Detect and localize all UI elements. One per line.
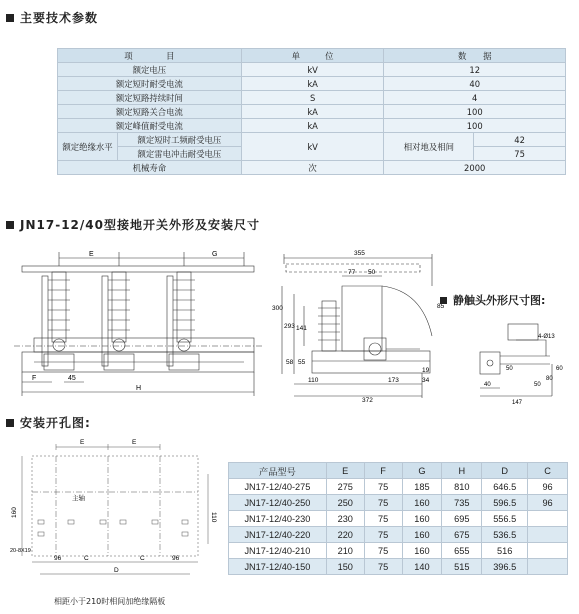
front-view-drawing: [14, 246, 264, 404]
table-row: JN17-12/40-150 150 75 140 515 396.5: [229, 559, 568, 575]
svg-text:293: 293: [284, 323, 295, 330]
static-contact-title: 静触头外形尺寸图:: [440, 292, 545, 308]
table-row: 额定峰值耐受电流 kA 100: [58, 119, 566, 133]
insulator-1: [48, 272, 70, 342]
spec-header-item: 项 目: [58, 49, 242, 63]
spec-header-unit: 单 位: [241, 49, 384, 63]
table-row: 额定绝缘水平 额定短时工频耐受电压 kV 相对地及相间 42: [58, 133, 566, 147]
insulator-2: [108, 272, 130, 342]
table-row: JN17-12/40-250 250 75 160 735 596.5 96: [229, 495, 568, 511]
spec-header-row: [58, 49, 566, 63]
svg-text:E: E: [80, 439, 85, 446]
insulation-label: 额定绝缘水平: [58, 133, 118, 161]
svg-text:355: 355: [354, 250, 365, 257]
svg-text:19: 19: [422, 367, 430, 374]
table-row: 额定短时耐受电流 kA 40: [58, 77, 566, 91]
mounting-holes-title: 安装开孔图:: [6, 414, 91, 431]
square-bullet-icon: [440, 297, 447, 304]
table-row: JN17-12/40-230 230 75 160 695 556.5: [229, 511, 568, 527]
table-row: 额定短路关合电流 kA 100: [58, 105, 566, 119]
outline-title: JN17-12/40型接地开关外形及安装尺寸: [6, 216, 260, 233]
square-bullet-icon: [6, 221, 14, 229]
svg-text:85: 85: [437, 303, 445, 310]
svg-text:55: 55: [298, 359, 306, 366]
svg-text:77: 77: [348, 269, 356, 276]
svg-text:主轴: 主轴: [72, 495, 85, 502]
svg-text:C: C: [84, 555, 89, 562]
svg-text:34: 34: [422, 377, 430, 384]
product-header-row: 产品型号 E F G H D C: [229, 463, 568, 479]
svg-text:40: 40: [484, 382, 491, 388]
svg-text:96: 96: [54, 555, 62, 562]
product-table: [228, 462, 568, 575]
svg-text:173: 173: [388, 377, 399, 384]
svg-text:50: 50: [368, 269, 376, 276]
footnote: 相距小于210时相间加绝缘隔板: [54, 597, 166, 606]
svg-text:58: 58: [286, 359, 294, 366]
svg-text:4-Ø13: 4-Ø13: [538, 334, 555, 340]
mounting-hole-drawing: [10, 434, 224, 594]
table-row: JN17-12/40-210 210 75 160 655 516: [229, 543, 568, 559]
svg-text:372: 372: [362, 397, 373, 404]
table-row: 额定电压 kV 12: [58, 63, 566, 77]
svg-text:300: 300: [272, 305, 283, 312]
svg-text:C: C: [140, 555, 145, 562]
static-contact-drawing: [476, 310, 566, 406]
svg-text:110: 110: [308, 377, 319, 384]
dim-E: E: [89, 251, 94, 258]
table-row: JN17-12/40-275 275 75 185 810 646.5 96: [229, 479, 568, 495]
square-bullet-icon: [6, 14, 14, 22]
dim-H: H: [136, 385, 142, 392]
side-view-drawing: [272, 246, 447, 406]
svg-text:60: 60: [556, 366, 563, 372]
svg-text:147: 147: [512, 400, 523, 406]
svg-text:160: 160: [11, 507, 18, 518]
dim-G: G: [212, 251, 218, 258]
table-row: 额定雷电冲击耐受电压 75: [58, 147, 566, 161]
svg-text:E: E: [132, 439, 137, 446]
svg-text:141: 141: [296, 325, 307, 332]
table-row: 机械寿命 次 2000: [58, 161, 566, 175]
dim-45: 45: [68, 375, 76, 382]
svg-text:80: 80: [546, 376, 553, 382]
svg-text:50: 50: [506, 366, 513, 372]
square-bullet-icon: [6, 419, 14, 427]
svg-text:110: 110: [210, 512, 217, 523]
svg-text:50: 50: [534, 382, 541, 388]
svg-text:20-8X19: 20-8X19: [10, 548, 31, 554]
svg-text:96: 96: [172, 555, 180, 562]
table-row: JN17-12/40-220 220 75 160 675 536.5: [229, 527, 568, 543]
spec-table: [57, 48, 566, 175]
table-row: 额定短路持续时间 S 4: [58, 91, 566, 105]
main-params-title: 主要技术参数: [6, 9, 98, 26]
insulator-3: [173, 272, 195, 342]
svg-text:D: D: [114, 567, 119, 574]
spec-header-data: 数 据: [384, 49, 566, 63]
dim-F: F: [32, 375, 37, 382]
